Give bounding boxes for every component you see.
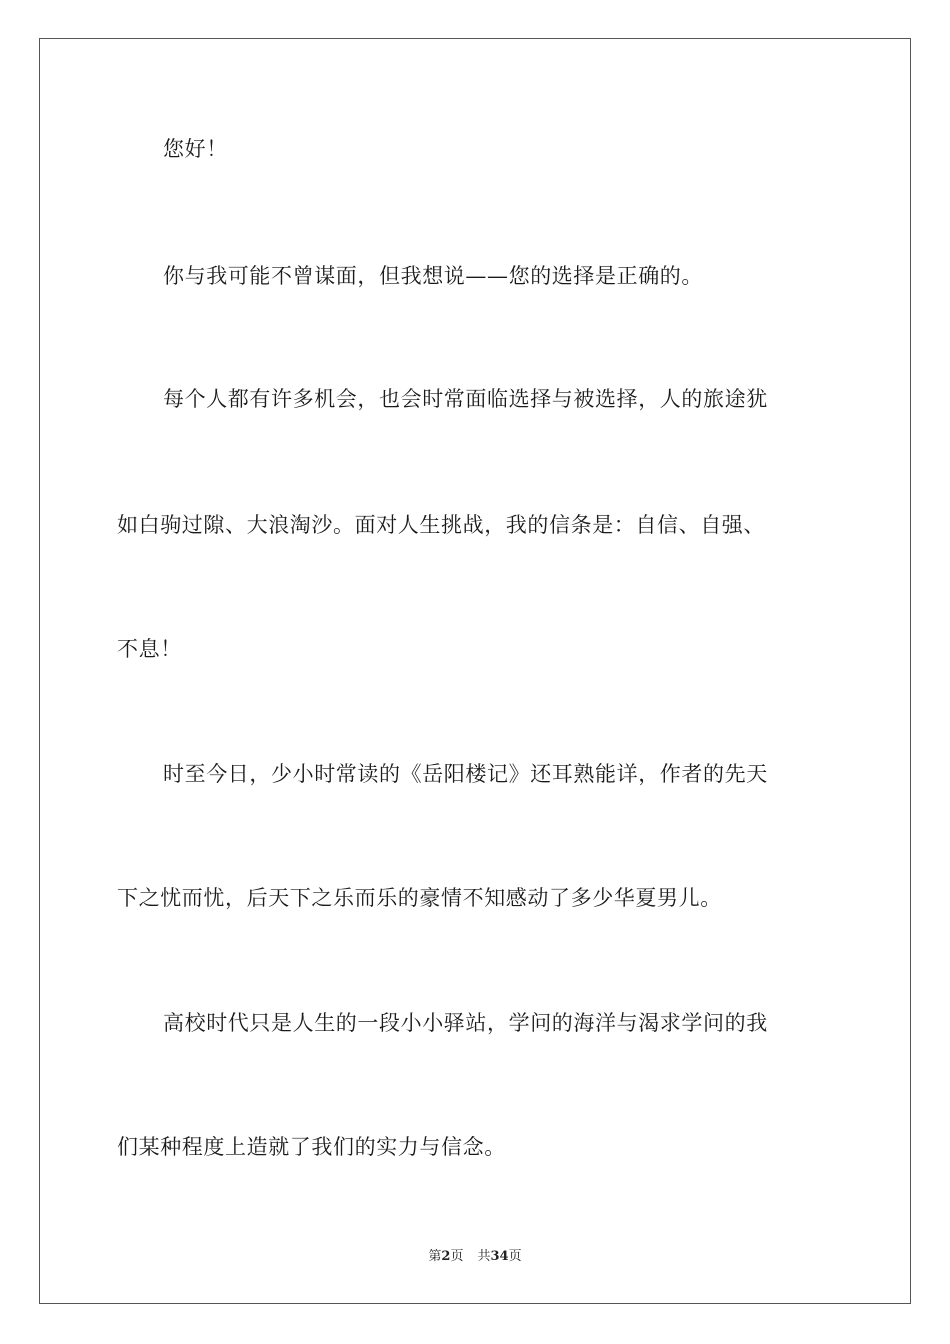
page-border	[39, 38, 911, 1304]
page-footer	[0, 1248, 950, 1266]
paragraph-line: 如白驹过隙、大浪淘沙。面对人生挑战，我的信条是：自信、自强、	[117, 513, 765, 537]
paragraph-line: 高校时代只是人生的一段小小驿站，学问的海洋与渴求学问的我	[163, 1011, 768, 1035]
page-number: 2	[441, 1249, 451, 1264]
total-pages: 34	[490, 1249, 509, 1264]
total-prefix: 共	[477, 1249, 491, 1264]
paragraph-line: 下之忧而忧，后天下之乐而乐的豪情不知感动了多少华夏男儿。	[117, 886, 722, 910]
total-suffix: 页	[508, 1249, 522, 1264]
page-prefix: 第	[428, 1249, 442, 1264]
paragraph-line: 们某种程度上造就了我们的实力与信念。	[117, 1135, 506, 1159]
paragraph-line: 你与我可能不曾谋面，但我想说——您的选择是正确的。	[163, 264, 703, 288]
paragraph-line: 每个人都有许多机会，也会时常面临选择与被选择，人的旅途犹	[163, 387, 768, 411]
greeting-line: 您好！	[163, 137, 228, 161]
paragraph-line: 时至今日，少小时常读的《岳阳楼记》还耳熟能详，作者的先天	[163, 762, 768, 786]
paragraph-line: 不息！	[117, 637, 182, 661]
page-suffix: 页	[450, 1249, 464, 1264]
